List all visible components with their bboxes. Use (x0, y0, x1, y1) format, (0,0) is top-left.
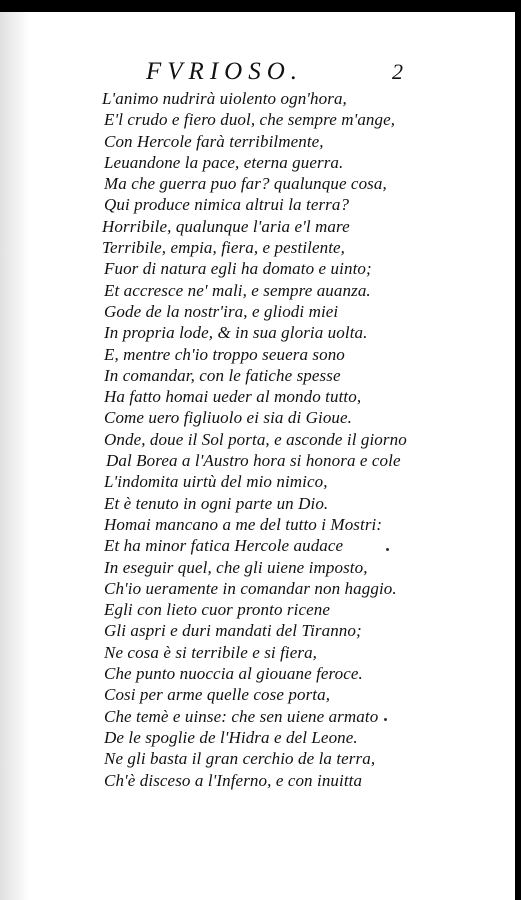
verse-line: Leuandone la pace, eterna guerra. (104, 152, 344, 172)
verse-line: Homai mancano a me del tutto i Mostri: (104, 514, 383, 534)
ink-speck (384, 718, 387, 721)
page-number: 2 (392, 59, 403, 84)
running-title: FVRIOSO. (146, 58, 303, 85)
verse-line: Et ha minor fatica Hercole audace (104, 536, 344, 556)
verse-line: Dal Borea a l'Austro hora si honora e cole (106, 451, 401, 471)
verse-line: L'animo nudrirà uiolento ogn'hora, (102, 89, 347, 108)
verse-line: Et accresce ne' mali, e sempre auanza. (104, 280, 371, 300)
verse-line: Et è tenuto in ogni parte un Dio. (104, 493, 329, 513)
verse-line: L'indomita uirtù del mio nimico, (104, 472, 328, 492)
verse-line: E'l crudo e fiero duol, che sempre m'ange, (104, 110, 396, 130)
verse-line: Come uero figliuolo ei sia di Gioue. (104, 408, 353, 428)
verse-line: Gode de la nostr'ira, e gliodi miei (104, 301, 339, 321)
verse-line: Fuor di natura egli ha domato e uinto; (104, 259, 372, 279)
verse-line: In eseguir quel, che gli uiene imposto, (104, 557, 368, 577)
verse-line: De le spoglie de l'Hidra e del Leone. (104, 727, 358, 747)
verse-line: Ne cosa è si terribile e si fiera, (104, 642, 318, 662)
verse-line: Ne gli basta il gran cerchio de la terra, (104, 749, 376, 769)
verse-line: Egli con lieto cuor pronto ricene (104, 600, 330, 620)
verse-line: Ma che guerra puo far? qualunque cosa, (104, 174, 387, 194)
verse-line: Ha fatto homai ueder al mondo tutto, (104, 387, 362, 407)
page-header (0, 58, 521, 90)
verse-line: Che temè e uinse: che sen uiene armato (104, 706, 379, 726)
verse-line: Ch'è disceso a l'Inferno, e con inuitta (104, 770, 363, 790)
verse-line: In propria lode, & in sua gloria uolta. (104, 323, 368, 343)
verse-line: Con Hercole farà terribilmente, (104, 131, 324, 151)
verse-line: Ch'io ueramente in comandar non haggio. (104, 578, 397, 598)
verse-line: Horribile, qualunque l'aria e'l mare (102, 216, 350, 236)
verse-line: Onde, doue il Sol porta, e asconde il giorno (104, 429, 407, 449)
verse-line: Qui produce nimica altrui la terra? (104, 195, 350, 215)
scan-top-border (0, 0, 521, 12)
verse-line: E, mentre ch'io troppo seuera sono (104, 344, 345, 364)
verse-line: In comandar, con le fatiche spesse (104, 365, 341, 385)
verse-line: Terribile, empia, fiera, e pestilente, (102, 238, 346, 258)
verse-line: Cosi per arme quelle cose porta, (104, 685, 331, 705)
verse-text (0, 88, 521, 791)
ink-speck (386, 548, 389, 551)
verse-line: Che punto nuoccia al giouane feroce. (104, 664, 363, 684)
verse-line: Gli aspri e duri mandati del Tiranno; (104, 621, 362, 641)
